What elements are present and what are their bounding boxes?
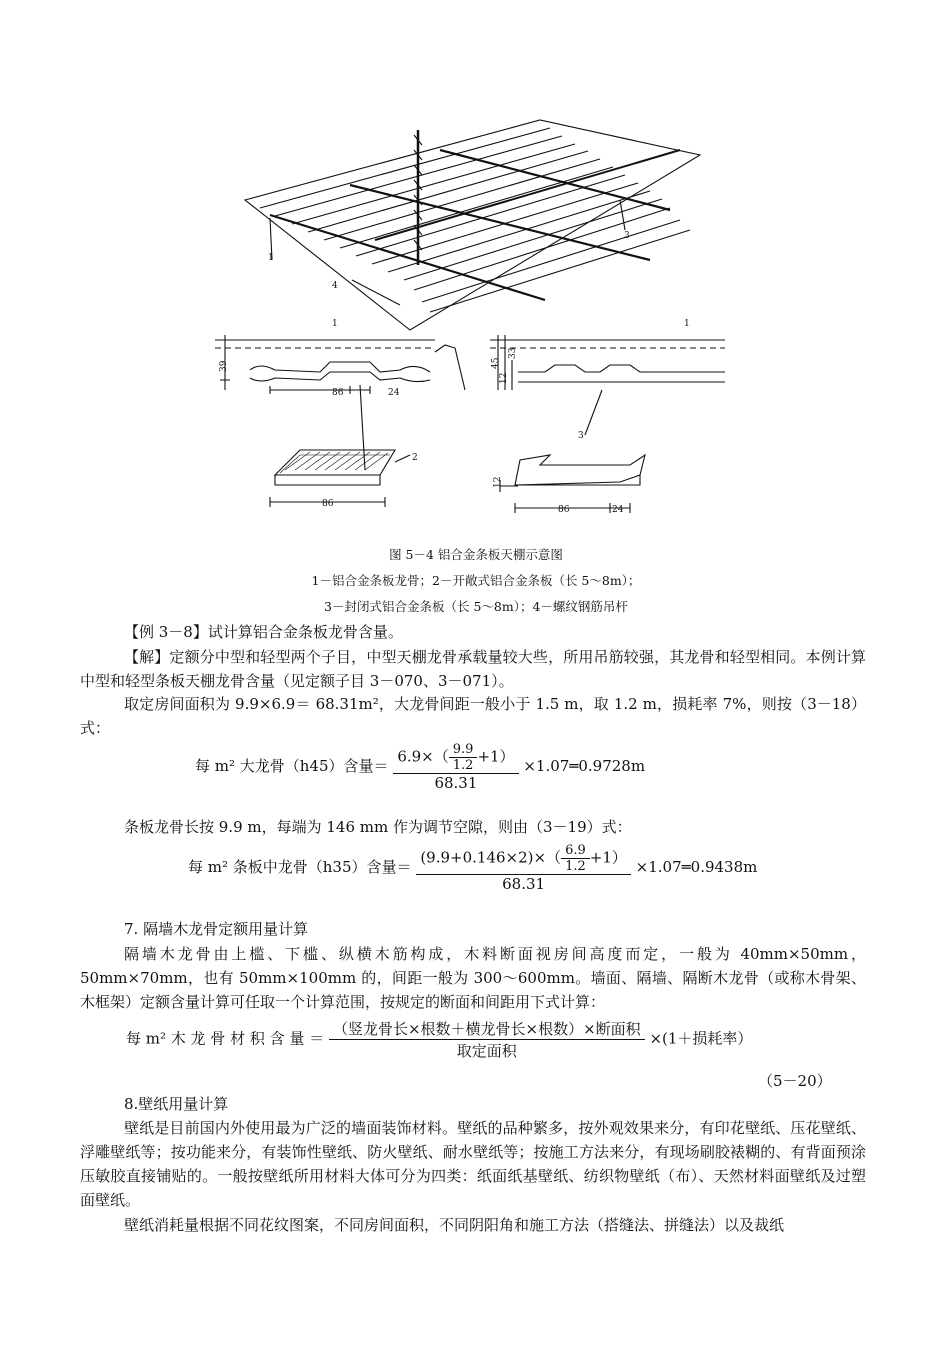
formula2-num-b: +1）: [589, 848, 627, 867]
formula1-fraction: [393, 742, 518, 792]
section-closed-type: [490, 335, 725, 513]
callout-1-left-section: 1: [332, 319, 338, 329]
formula-strip-runner: [188, 843, 757, 893]
dim-86-a: 86: [332, 388, 344, 398]
section7-heading: 7. 隔墙木龙骨定额用量计算: [124, 920, 309, 938]
formula2-lead: 每 m² 条板中龙骨（h35）含量＝: [188, 858, 412, 876]
dim-24-a: 24: [388, 388, 400, 398]
dim-86-c: 86: [558, 505, 570, 515]
dim-45: 45: [491, 357, 501, 369]
formula3-tail: ×(1＋损耗率）: [649, 1029, 753, 1048]
callout-3-section: 3: [578, 431, 584, 441]
formula2-fraction: [416, 843, 631, 893]
formula3-num: （竖龙骨长×根数＋横龙骨长×根数）×断面积: [332, 1020, 641, 1038]
dim-39: 39: [219, 360, 229, 372]
formula1-lead: 每 m² 大龙骨（h45）含量＝: [195, 757, 389, 775]
section-open-type: [215, 335, 435, 507]
area-paragraph: 取定房间面积为 9.9×6.9＝ 68.31m²，大龙骨间距一般小于 1.5 m，取 1.2 m，损耗率 7%，则按（3－18）式：: [80, 695, 866, 737]
dim-12-a: 12: [499, 372, 509, 384]
formula1-tail: ×1.07═0.9728m: [523, 757, 646, 775]
formula1-inner-fraction: [449, 742, 478, 773]
section8-heading: 8.壁纸用量计算: [124, 1095, 229, 1113]
strip-length-paragraph: 条板龙骨长按 9.9 m，每端为 146 mm 作为调节空隙，则由（3－19）式：: [124, 818, 632, 836]
formula1-num-a: 6.9×（: [397, 747, 449, 766]
formula2-inner-fraction: [561, 843, 590, 874]
dim-33: 33: [508, 347, 518, 359]
formula2-num-a: (9.9+0.146×2)×（: [420, 848, 562, 867]
wallpaper-consumption-paragraph: 壁纸消耗量根据不同花纹图案，不同房间面积，不同阴阳角和施工方法（搭缝法、拼缝法）以及裁纸: [124, 1216, 785, 1234]
section8-paragraph: 壁纸是目前国内外使用最为广泛的墙面装饰材料。壁纸的品种繁多，按外观效果来分，有印花壁纸、压花壁纸、浮雕壁纸等；按功能来分，有装饰性壁纸、防火壁纸、耐水壁纸等；按施工方法来分，有现场刷胶裱糊的、有背面预涂压敏胶直接铺贴的。一般按壁纸所用材料大体可分为四类：纸面纸基壁纸、纺织物壁纸（布）、天然材料面壁纸及过塑面壁纸。: [80, 1119, 866, 1209]
formula3-den: 取定面积: [329, 1039, 645, 1061]
callout-2: 2: [412, 453, 418, 463]
formula1-num-b: +1）: [477, 747, 515, 766]
callout-1-right-section: 1: [684, 319, 690, 329]
formula-main-runner: [195, 742, 645, 792]
formula1-inner-num: 9.9: [452, 742, 474, 757]
formula2-inner-den: 1.2: [561, 858, 590, 874]
callout-1: 1: [268, 253, 274, 263]
formula1-inner-den: 1.2: [449, 757, 478, 773]
formula3-fraction: [329, 1018, 645, 1061]
break-symbol: [435, 345, 465, 390]
figure-caption-title: 图 5－4 铝合金条板天棚示意图: [389, 547, 563, 562]
callout-4: 4: [332, 281, 338, 291]
figure-caption-line1: 1－铝合金条板龙骨；2－开敞式铝合金条板（长 5～8m）；: [311, 573, 641, 588]
ceiling-panel-perspective: [245, 120, 700, 330]
solution-paragraph: 【解】定额分中型和轻型两个子目，中型天棚龙骨承载量较大些，所用吊筋较强，其龙骨和轻型相同。本例计算中型和轻型条板天棚龙骨含量（见定额子目 3－070、3－071）。: [80, 648, 866, 690]
ceiling-diagram: [200, 90, 760, 545]
formula1-den: 68.31: [393, 773, 518, 792]
formula-wood-keel: [126, 1018, 866, 1061]
callout-3: 3: [624, 231, 630, 241]
formula3-lead: 每 m² 木 龙 骨 材 积 含 量 ＝: [126, 1029, 325, 1048]
example-heading: 【例 3－8】试计算铝合金条板龙骨含量。: [124, 623, 403, 641]
section7-paragraph: 隔墙木龙骨由上槛、下槛、纵横木筋构成，木料断面视房间高度而定，一般为 40mm×50mm，50mm×70mm，也有 50mm×100mm 的，间距一般为 300～600mm。墙面、隔墙、隔断木龙骨（或称木骨架、木框架）定额含量计算可任取一个计算范围，按规定的断面和间距用下式计算：: [80, 945, 866, 1011]
dim-24-b: 24: [612, 505, 624, 515]
dim-12-b: 12: [493, 476, 503, 488]
formula2-den: 68.31: [416, 874, 631, 893]
dim-86-b: 86: [322, 499, 334, 509]
equation-number: （5－20）: [758, 1072, 832, 1090]
figure-caption-line2: 3－封闭式铝合金条板（长 5～8m）；4－螺纹钢筋吊杆: [324, 599, 628, 614]
formula2-inner-num: 6.9: [565, 843, 586, 858]
formula2-tail: ×1.07═0.9438m: [635, 858, 758, 876]
